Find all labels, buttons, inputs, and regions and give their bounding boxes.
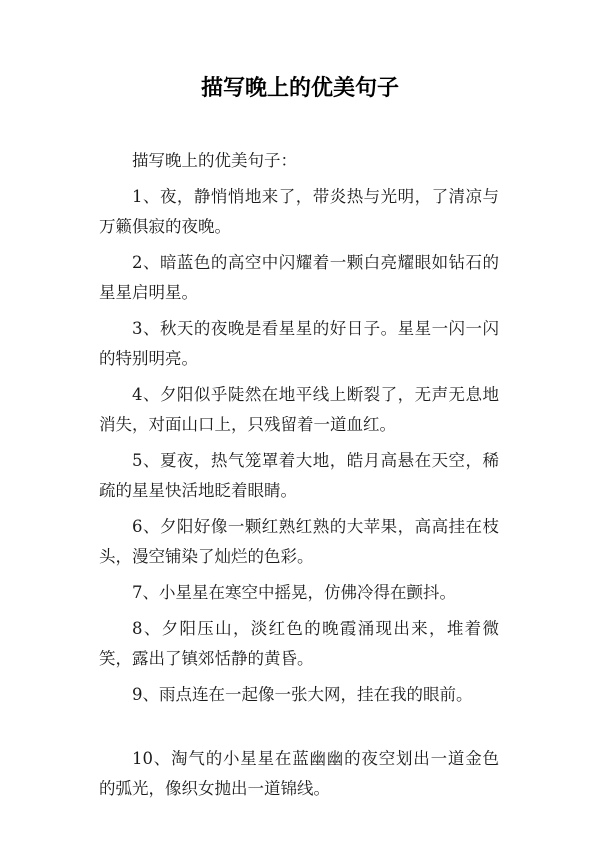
sentence-item-10: 10、淘气的小星星在蓝幽幽的夜空划出一道金色的弧光，像织女抛出一道锦线。	[99, 749, 499, 798]
sentence-item-2: 2、暗蓝色的高空中闪耀着一颗白亮耀眼如钻石的星星启明星。	[99, 253, 499, 302]
sentence-item-3: 3、秋天的夜晚是看星星的好日子。星星一闪一闪的特别明亮。	[99, 319, 499, 368]
sentence-item-9: 9、雨点连在一起像一张大网，挂在我的眼前。	[132, 685, 473, 704]
document-body	[99, 146, 499, 810]
page-title: 描写晚上的优美句子	[200, 76, 399, 101]
intro-line: 描写晚上的优美句子：	[132, 151, 297, 170]
sentence-item-1: 1、夜，静悄悄地来了，带炎热与光明，了清凉与万籁俱寂的夜晚。	[99, 187, 499, 236]
sentence-item-8: 8、夕阳压山，淡红色的晚霞涌现出来，堆着微笑，露出了镇郊恬静的黄昏。	[99, 619, 499, 668]
sentence-item-6: 6、夕阳好像一颗红熟红熟的大苹果，高高挂在枝头，漫空铺染了灿烂的色彩。	[99, 517, 499, 566]
sentence-item-4: 4、夕阳似乎陡然在地平线上断裂了，无声无息地消失，对面山口上，只残留着一道血红。	[99, 385, 499, 434]
sentence-item-5: 5、夏夜，热气笼罩着大地，皓月高悬在天空，稀疏的星星快活地眨着眼睛。	[99, 451, 499, 500]
sentence-item-7: 7、小星星在寒空中摇晃，仿佛冷得在颤抖。	[132, 583, 456, 602]
